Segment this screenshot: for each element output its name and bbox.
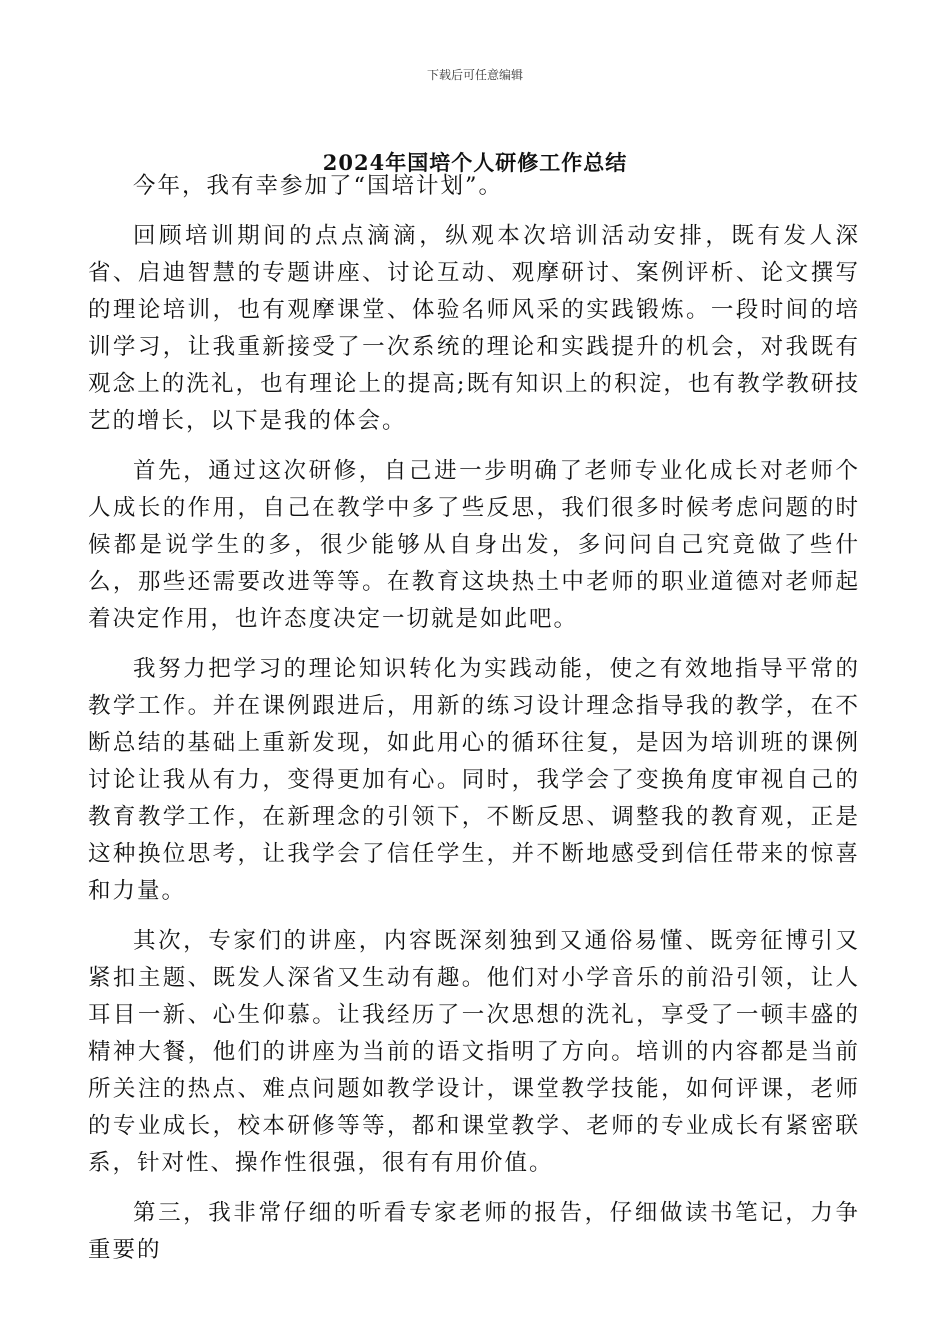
- header-note: 下载后可任意编辑: [426, 68, 523, 82]
- paragraph-5: 其次，专家们的讲座，内容既深刻独到又通俗易懂、既旁征博引又紧扣主题、既发人深省又生动有趣。他们对小学音乐的前沿引领，让人耳目一新、心生仰慕。让我经历了一次思想的洗礼，享受了一顿丰盛的精神大餐，他们的讲座为当前的语文指明了方向。培训的内容都是当前所关注的热点、难点问题如教学设计，课堂教学技能，如何评课，老师的专业成长，校本研修等等，都和课堂教学、老师的专业成长有紧密联系，针对性、操作性很强，很有有用价值。: [88, 928, 860, 1176]
- paragraph-1: 今年，我有幸参加了“国培计划”。: [133, 173, 504, 199]
- paragraph-4: 我努力把学习的理论知识转化为实践动能，使之有效地指导平常的教学工作。并在课例跟进后，用新的练习设计理念指导我的教学，在不断总结的基础上重新发现，如此用心的循环往复，是因为培训班的课例讨论让我从有力，变得更加有心。同时，我学会了变换角度审视自己的教育教学工作，在新理念的引领下，不断反思、调整我的教育观，正是这种换位思考，让我学会了信任学生，并不断地感受到信任带来的惊喜和力量。: [88, 656, 860, 904]
- document-title: 2024年国培个人研修工作总结: [322, 150, 628, 175]
- paragraph-6: 第三，我非常仔细的听看专家老师的报告，仔细做读书笔记，力争重要的: [88, 1200, 860, 1263]
- document-body: [88, 168, 860, 1282]
- paragraph-3: 首先，通过这次研修，自己进一步明确了老师专业化成长对老师个人成长的作用，自己在教学中多了些反思，我们很多时候考虑问题的时候都是说学生的多，很少能够从自身出发，多问问自己究竟做了些什么，那些还需要改进等等。在教育这块热土中老师的职业道德对老师起着决定作用，也许态度决定一切就是如此吧。: [88, 458, 860, 632]
- paragraph-2: 回顾培训期间的点点滴滴，纵观本次培训活动安排，既有发人深省、启迪智慧的专题讲座、讨论互动、观摩研讨、案例评析、论文撰写的理论培训，也有观摩课堂、体验名师风采的实践锻炼。一段时间的培训学习，让我重新接受了一次系统的理论和实践提升的机会，对我既有观念上的洗礼，也有理论上的提高;既有知识上的积淀，也有教学教研技艺的增长，以下是我的体会。: [88, 223, 860, 434]
